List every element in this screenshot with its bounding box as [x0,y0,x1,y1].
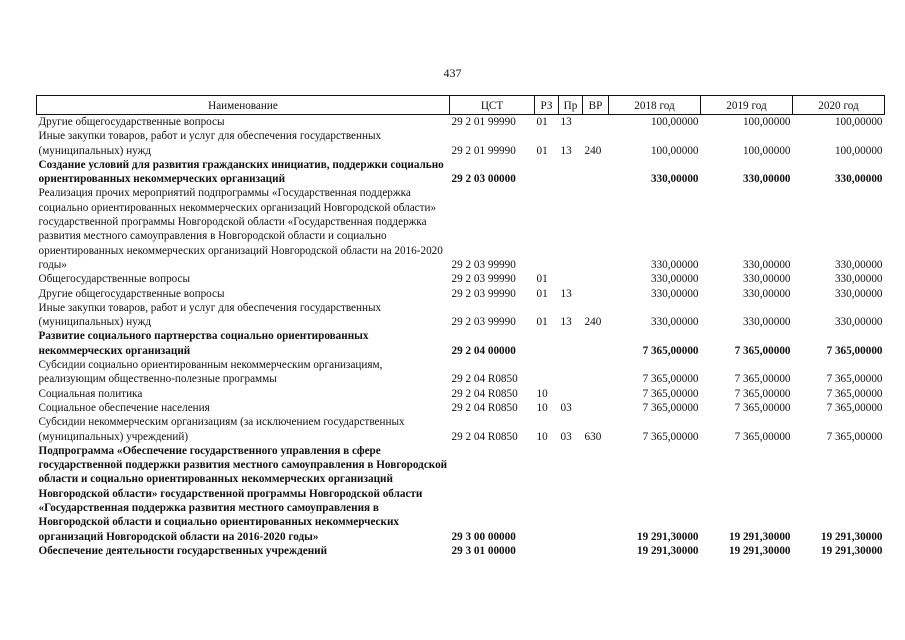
row-cst: 29 2 04 00000 [451,344,516,357]
table-row [37,287,885,301]
row-name: Реализация прочих мероприятий подпрограммы «Государственная поддержка социально ориентированных некоммерческих организаций Новгородской области» государственной программы Новгородской области «Государственная поддержка развития местного самоуправления в Новгородской области и социально ориентированных некоммерческих организаций Новгородской области на 2016-2020 годы» [38,187,443,271]
row-2019: 100,00000 [742,116,791,128]
row-rz [535,358,559,387]
table-row [37,444,885,544]
row-2019: 19 291,30000 [728,544,791,557]
row-pr [559,186,583,272]
row-vr [583,186,609,272]
table-row [37,301,885,330]
row-rz: 10 [536,401,548,414]
row-pr [559,329,583,358]
row-2020: 330,00000 [834,258,883,271]
table-row [37,544,885,558]
table-header [37,96,885,115]
row-2019: 7 365,00000 [734,430,791,443]
row-name: Субсидии некоммерческим организациям (за исключением государственных (муниципальных) учреждений) [38,416,405,443]
row-2018: 330,00000 [650,316,699,329]
row-cst: 29 2 03 00000 [451,173,516,186]
row-2018: 19 291,30000 [636,530,699,543]
table-row [37,129,885,158]
row-2019: 330,00000 [742,258,791,271]
row-pr: 13 [560,287,572,300]
row-2020: 7 365,00000 [826,401,883,414]
row-cst: 29 2 03 99990 [451,273,516,286]
table-row [37,272,885,286]
row-2020: 330,00000 [834,273,883,286]
row-2018: 330,00000 [650,173,699,186]
row-2020: 330,00000 [834,316,883,329]
row-vr [583,329,609,358]
page-number: 437 [443,66,462,80]
row-vr [583,544,609,558]
row-cst: 29 2 01 99990 [451,116,516,128]
row-2019: 19 291,30000 [728,530,791,543]
table-row [37,329,885,358]
row-pr [559,544,583,558]
row-cst: 29 2 03 99990 [451,316,516,329]
row-2019: 7 365,00000 [734,373,791,386]
row-cst: 29 2 01 99990 [451,144,516,157]
row-rz [535,186,559,272]
header-vr: ВР [583,96,609,115]
row-pr [559,387,583,401]
row-2018: 100,00000 [650,116,699,128]
row-pr: 13 [560,316,572,329]
row-name: Иные закупки товаров, работ и услуг для обеспечения государственных (муниципальных) нужд [38,130,382,157]
row-2020: 7 365,00000 [826,387,883,400]
row-vr [583,444,609,544]
row-cst: 29 2 03 99990 [451,258,516,271]
header-rz: РЗ [535,96,559,115]
row-pr: 03 [560,401,572,414]
table-body [37,115,885,559]
row-2020: 7 365,00000 [826,344,883,357]
row-pr: 03 [560,430,572,443]
budget-table [36,95,885,558]
table-row [37,115,885,130]
row-2020: 19 291,30000 [820,530,883,543]
table-row [37,186,885,272]
row-2019: 330,00000 [742,316,791,329]
row-rz: 10 [536,387,548,400]
row-rz [535,158,559,187]
row-vr: 240 [584,144,602,157]
row-2018: 7 365,00000 [642,373,699,386]
header-2020: 2020 год [793,96,885,115]
row-2018: 7 365,00000 [642,430,699,443]
table-row [37,415,885,444]
row-pr [559,272,583,286]
row-cst: 29 3 00 00000 [451,530,516,543]
row-pr [559,444,583,544]
row-vr [583,287,609,301]
row-2018: 19 291,30000 [636,544,699,557]
row-pr: 13 [560,116,572,128]
header-name: Наименование [37,96,450,115]
row-name: Социальное обеспечение населения [38,401,210,414]
row-cst: 29 2 04 R0850 [451,430,518,443]
row-name: Создание условий для развития гражданских инициатив, поддержки социально ориентированных некоммерческих организаций [38,158,444,186]
row-2019: 7 365,00000 [734,344,791,357]
row-vr [583,358,609,387]
row-vr [583,272,609,286]
row-rz [535,444,559,544]
table-row [37,158,885,187]
row-2020: 7 365,00000 [826,430,883,443]
row-vr [583,387,609,401]
row-cst: 29 2 04 R0850 [451,387,518,400]
row-name: Обеспечение деятельности государственных учреждений [38,544,328,557]
row-cst: 29 2 03 99990 [451,287,516,300]
header-pr: Пр [559,96,583,115]
row-vr: 240 [584,316,602,329]
row-2020: 19 291,30000 [820,544,883,557]
row-rz: 01 [536,116,548,128]
row-name: Иные закупки товаров, работ и услуг для обеспечения государственных (муниципальных) нужд [38,301,382,329]
row-name: Другие общегосударственные вопросы [38,116,225,128]
row-rz: 10 [536,430,548,443]
row-2019: 100,00000 [742,144,791,157]
row-name: Общегосударственные вопросы [38,273,191,286]
header-2019: 2019 год [701,96,793,115]
row-rz: 01 [536,273,548,286]
row-vr [583,115,609,130]
row-name: Социальная политика [38,387,143,400]
header-cst: ЦСТ [450,96,535,115]
header-2018: 2018 год [609,96,701,115]
row-rz [535,329,559,358]
row-name: Другие общегосударственные вопросы [38,287,225,300]
table-row [37,387,885,401]
row-2020: 330,00000 [834,173,883,186]
row-vr [583,401,609,415]
row-2018: 330,00000 [650,273,699,286]
row-vr: 630 [584,430,602,443]
row-rz: 01 [536,287,548,300]
row-2020: 100,00000 [834,144,883,157]
row-cst: 29 2 04 R0850 [451,401,518,414]
row-pr: 13 [560,144,572,157]
row-2019: 7 365,00000 [734,401,791,414]
row-2018: 330,00000 [650,258,699,271]
row-rz [535,544,559,558]
row-2019: 7 365,00000 [734,387,791,400]
row-2018: 100,00000 [650,144,699,157]
row-cst: 29 3 01 00000 [451,544,516,557]
row-name: Подпрограмма «Обеспечение государственного управления в сфере государственной поддержки развития местного самоуправления в Новгородской области и социально ориентированных некоммерческих организаций Новгородской области» государственной программы Новгородской области «Государственная поддержка развития местного самоуправления в Новгородской области и социально ориентированных некоммерческих организаций Новгородской области на 2016-2020 годы» [38,444,448,543]
row-2019: 330,00000 [742,287,791,300]
row-2019: 330,00000 [742,273,791,286]
row-2018: 330,00000 [650,287,699,300]
row-2020: 7 365,00000 [826,373,883,386]
row-name: Субсидии социально ориентированным некоммерческим организациям, реализующим общественно-полезные программы [38,359,383,386]
row-rz: 01 [536,144,548,157]
row-name: Развитие социального партнерства социально ориентированных некоммерческих организаций [38,330,369,357]
row-pr [559,358,583,387]
row-vr [583,158,609,187]
row-2018: 7 365,00000 [642,401,699,414]
row-cst: 29 2 04 R0850 [451,373,518,386]
row-rz: 01 [536,316,548,329]
row-2018: 7 365,00000 [642,387,699,400]
row-pr [559,158,583,187]
row-2018: 7 365,00000 [642,344,699,357]
row-2020: 330,00000 [834,287,883,300]
row-2020: 100,00000 [834,116,883,128]
row-2019: 330,00000 [742,173,791,186]
table-row [37,358,885,387]
table-row [37,401,885,415]
